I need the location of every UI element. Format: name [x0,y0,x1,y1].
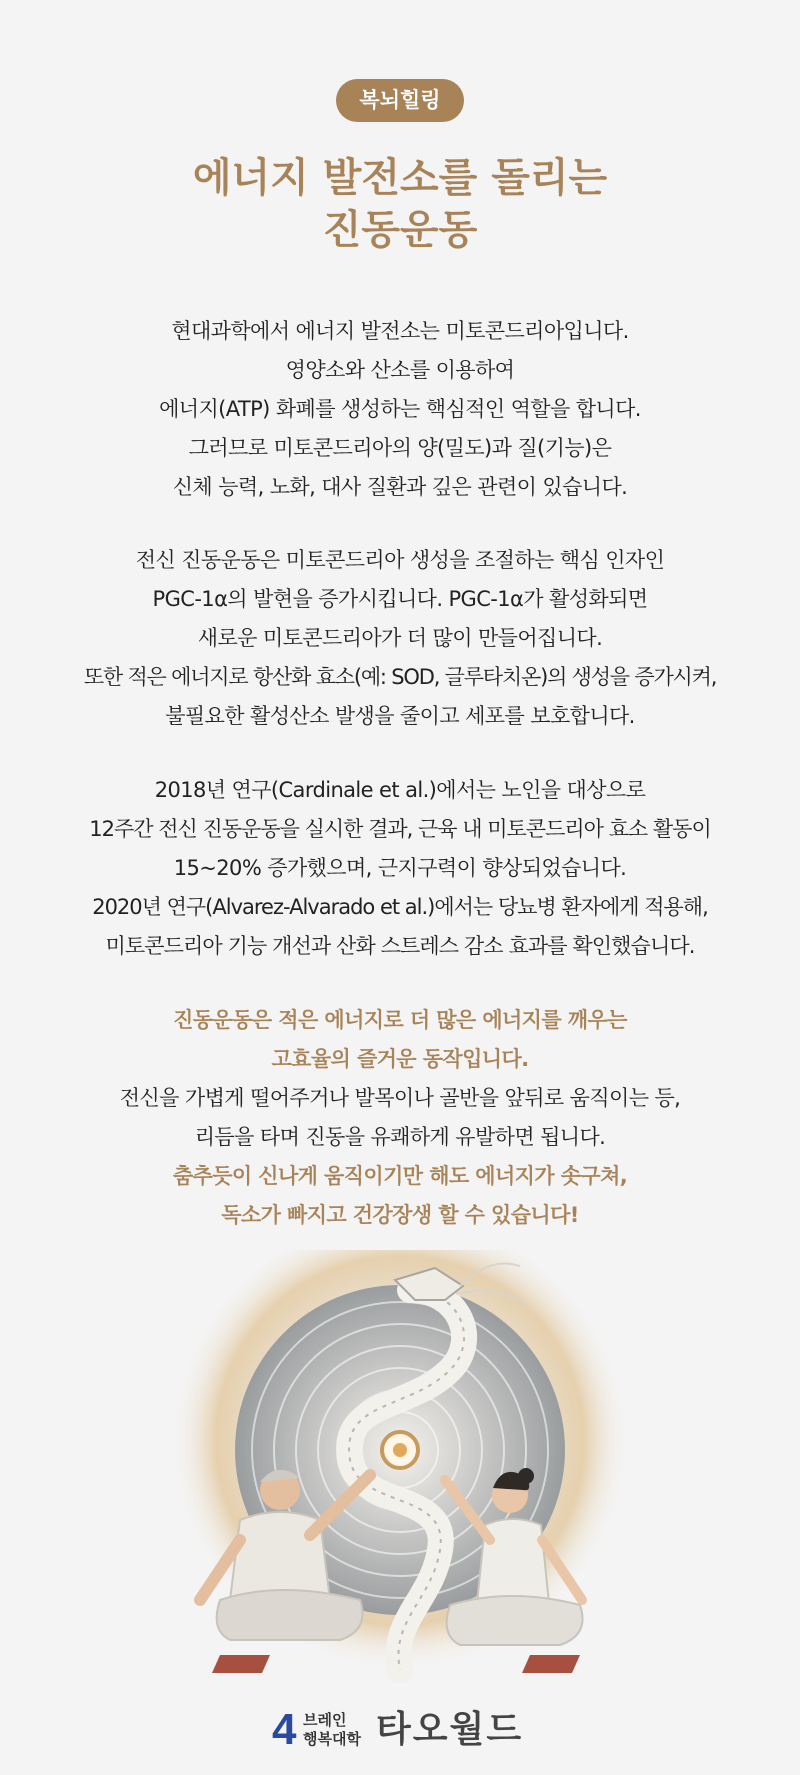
paragraph-line: 전신 진동운동은 미토콘드리아 생성을 조절하는 핵심 인자인 [135,548,665,572]
category-badge: 복뇌힐링 [336,79,464,122]
highlight-line: 고효율의 즐거운 동작입니다. [271,1047,529,1071]
logo-sub-line: 행복대학 [303,1730,361,1748]
paragraph-line: 불필요한 활성산소 발생을 줄이고 세포를 보호합니다. [165,704,635,728]
paragraph-line: 2018년 연구(Cardinale et al.)에서는 노인을 대상으로 [154,778,646,802]
paragraph-conclusion [0,1001,800,1235]
highlight-line: 독소가 빠지고 건강장생 할 수 있습니다! [221,1203,579,1227]
logo-name: 타오월드 [376,1709,524,1750]
page-title-line-2: 진동운동 [322,207,478,253]
paragraph-line: 새로운 미토콘드리아가 더 많이 만들어집니다. [197,626,603,650]
paragraph-line: PGC-1α의 발현을 증가시킵니다. PGC-1α가 활성화되면 [152,587,648,611]
paragraph-mitochondria [0,312,800,507]
paragraph-line: 영양소와 산소를 이용하여 [285,358,515,382]
dragon-meditation-illustration [160,1250,640,1690]
logo-subtitle [303,1711,363,1749]
paragraph-line: 에너지(ATP) 화폐를 생성하는 핵심적인 역할을 합니다. [159,397,641,421]
highlight-line: 춤추듯이 신나게 움직이기만 해도 에너지가 솟구쳐, [172,1164,628,1188]
paragraph-line: 2020년 연구(Alvarez-Alvarado et al.)에서는 당뇨병 환자에게 적용해, [92,895,708,919]
paragraph-line: 전신을 가볍게 떨어주거나 발목이나 골반을 앞뒤로 움직이는 등, [119,1086,681,1110]
paragraph-line: 신체 능력, 노화, 대사 질환과 깊은 관련이 있습니다. [172,475,628,499]
paragraph-line: 현대과학에서 에너지 발전소는 미토콘드리아입니다. [171,319,629,343]
logo-sub-line: 브레인 [303,1711,347,1729]
paragraph-line: 12주간 전신 진동운동을 실시한 결과, 근육 내 미토콘드리아 효소 활동이 [89,817,711,841]
highlight-line: 진동운동은 적은 에너지로 더 많은 에너지를 깨우는 [173,1008,627,1032]
paragraph-research [0,771,800,966]
taoworld-logo [272,1706,532,1754]
logo-number: 4 [272,1705,297,1754]
paragraph-line: 리듬을 타며 진동을 유쾌하게 유발하면 됩니다. [194,1125,606,1149]
paragraph-vibration [0,541,800,736]
page-title-line-1: 에너지 발전소를 돌리는 [192,155,608,201]
paragraph-line: 미토콘드리아 기능 개선과 산화 스트레스 감소 효과를 확인했습니다. [105,934,695,958]
paragraph-line: 15~20% 증가했으며, 근지구력이 향상되었습니다. [173,856,627,880]
paragraph-line: 그러므로 미토콘드리아의 양(밀도)과 질(기능)은 [188,436,612,460]
paragraph-line: 또한 적은 에너지로 항산화 효소(예: SOD, 글루타치온)의 생성을 증가시켜, [83,665,717,689]
